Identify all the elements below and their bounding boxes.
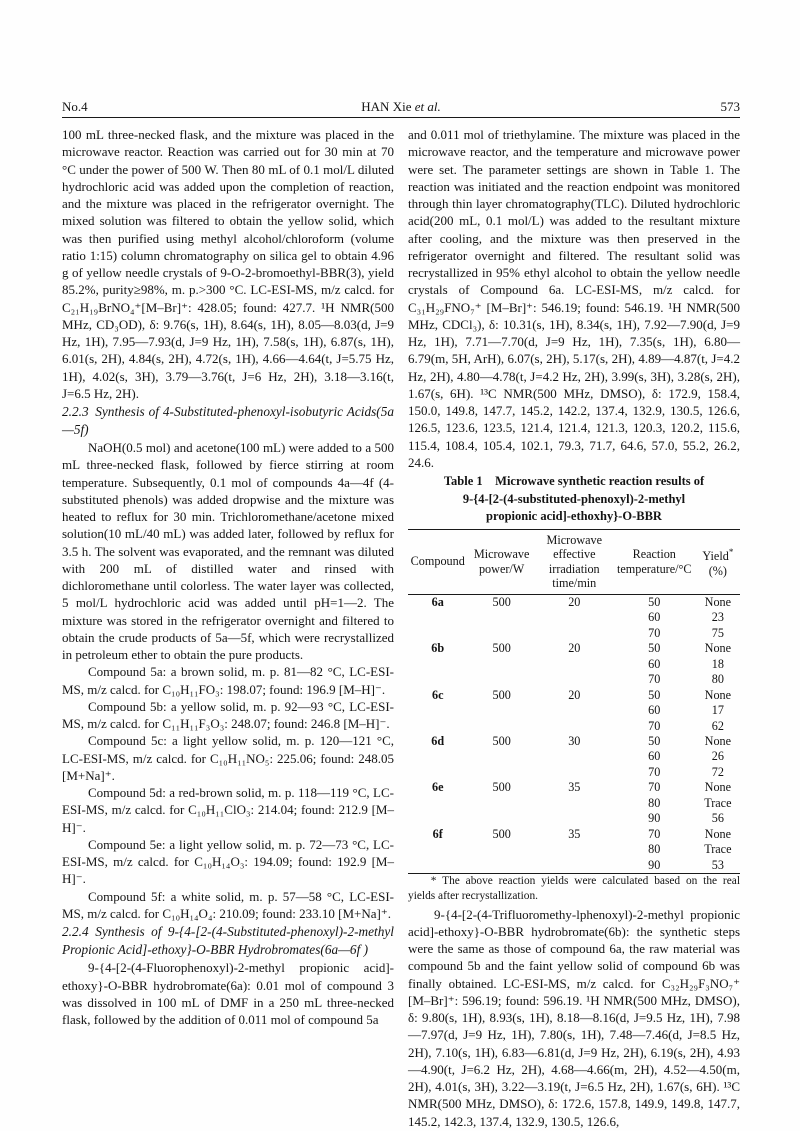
cell-yield: 72 [711,764,724,779]
section-heading-2-2-4: 2.2.4 Synthesis of 9-{4-[2-(4-Substituted-phenoxyl)-2-methyl Propionic Acid]-ethoxy}-O-BBR Hydrobromates(6a—6f ) [62,924,394,957]
cell-yield: None [704,594,732,609]
cell-time [536,719,613,734]
cell-yield: 62 [711,718,724,733]
paragraph-compound-5b: Compound 5b: a yellow solid, m. p. 92—93 °C, LC-ESI-MS, m/z calcd. for C₁₁H₁₁F₃O₃: 248.07; found: 246.8 [M–H]⁻. [62,698,394,732]
cell-time [536,672,613,687]
cell-time [536,657,613,672]
cell-power [467,657,535,672]
paragraph-compound-5a: Compound 5a: a brown solid, m. p. 81—82 °C, LC-ESI-MS, m/z calcd. for C₁₀H₁₁FO₃: 198.07; found: 196.9 [M–H]⁻. [62,664,394,697]
cell-time: 20 [568,594,581,609]
cell-power: 500 [492,641,511,656]
cell-compound [408,610,467,625]
paragraph-compound-6b: 9-{4-[2-(4-Trifluoromethy-lphenoxyl)-2-methyl propionic acid]-ethoxy}-O-BBR hydrobromate(6b): the synthetic steps were the same as those of compound 6a, the raw material was compound 5b and the faint yellow solid of compound 6b was finally obtained. LC-ESI-MS, m/z calcd. for C₃₂H₂₉F₃NO₇⁺ [M–Br]⁺: 596.19; found: 596.19. ¹H NMR(500 MHz, DMSO), δ: 9.80(s, 1H), 8.93(s, 1H), 8.18—8.16(d, J=9.5 Hz, 1H), 7.98—7.97(d, J=9 Hz, 1H), 7.80(s, 1H), 7.48—7.46(d, J=8.5 Hz, 2H), 7.10(s, 1H), 6.83—6.81(d, J=9 Hz, 2H), 6.19(s, 2H), 4.93—4.90(t, J=6.2 Hz, 2H), 4.68—4.66(m, 2H), 4.52—4.50(m, 2H), 4.01(s, 3H), 3.22—3.19(t, J=6.5 Hz, 2H), 1.67(s, 6H). ¹³C NMR(500 MHz, DMSO), δ: 172.6, 157.8, 149.9, 149.8, 147.7, 145.2, 142.3, 137.4, 132.9, 130.5, 126.6, [408,906,740,1129]
cell-yield: 75 [711,625,724,640]
cell-yield: None [704,733,732,748]
paragraph-compound-6a-continued: and 0.011 mol of triethylamine. The mixture was placed in the microwave reactor, and the temperature and microwave power were set. The parameter settings are shown in Table 1. The reaction was initiated and the reaction endpoint was monitored through thin layer chromatography(TLC). Diluted hydrochloric acid(200 mL, 0.1 mol/L) was added to the resultant mixture after cooling, and the mixture was then preserved in the refrigerator overnight and filtered. The resultant solid was recrystallized in 95% ethyl alcohol to obtain the yellow needle crystals of Compound 6a. LC-ESI-MS, m/z calcd. for C₃₁H₂₉FNO₇⁺ [M–Br]⁺: 546.19; found: 546.19. ¹H NMR(500 MHz, CDCl₃), δ: 10.31(s, 1H), 8.34(s, 1H), 7.92—7.90(d, J=9 Hz, 1H), 7.71—7.70(d, J=9 Hz, 1H), 7.35(s, 1H), 6.80—6.79(m, 5H, ArH), 6.07(s, 2H), 5.17(s, 2H), 4.89—4.87(t, J=4.2 Hz, 2H), 4.80—4.78(t, J=4.2 Hz, 2H), 3.99(s, 3H), 3.28(s, 2H), 1.67(s, 6H). ¹³C NMR(500 MHz, DMSO), δ: 172.9, 158.4, 150.0, 149.8, 147.7, 145.2, 142.2, 137.4, 132.9, 130.5, 126.6, 126.5, 123.6, 123.5, 121.4, 121.4, 121.3, 120.3, 120.2, 115.6, 115.4, 108.4, 105.4, 102.1, 79.3, 71.7, 64.6, 57.0, 55.2, 26.2, 24.6. [408,127,740,470]
cell-temp: 90 [648,857,661,872]
cell-temp: 60 [648,610,661,625]
table-1-title-line2: 9-{4-[2-(4-substituted-phenoxyl)-2-methyl [462,491,686,506]
table-1-header [408,529,740,594]
cell-temp: 70 [648,625,661,640]
yield-footnote-marker: * [728,547,734,558]
cell-yield: 17 [711,703,724,718]
cell-compound [408,749,467,764]
cell-power [467,610,535,625]
table-row [408,657,740,672]
cell-power: 500 [492,594,511,609]
cell-compound [408,811,467,826]
cell-compound [408,765,467,780]
cell-time: 35 [568,826,581,841]
table-row [408,594,740,610]
yield-label: Yield [702,549,729,564]
table-row [408,780,740,795]
cell-power [467,719,535,734]
running-title-authors: HAN Xie [361,99,415,114]
cell-temp: 60 [648,656,661,671]
cell-yield: 18 [711,656,724,671]
cell-time [536,626,613,641]
table-row [408,610,740,625]
table-row [408,703,740,718]
cell-yield: Trace [704,795,732,810]
column-header-temperature: Reaction temperature/°C [616,547,692,576]
cell-compound: 6c [431,687,444,702]
cell-compound [408,796,467,811]
cell-time [536,703,613,718]
cell-temp: 70 [648,764,661,779]
table-row [408,827,740,842]
table-row [408,858,740,874]
cell-power [467,842,535,857]
table-row [408,641,740,656]
cell-time: 20 [568,687,581,702]
paragraph-compound-5c: Compound 5c: a light yellow solid, m. p. 120—121 °C, LC-ESI-MS, m/z calcd. for C₁₀H₁₁NO₅: 225.06; found: 248.05 [M+Na]⁺. [62,733,394,783]
cell-power: 500 [492,780,511,795]
cell-temp: 80 [648,795,661,810]
cell-power [467,765,535,780]
cell-compound [408,672,467,687]
cell-power [467,811,535,826]
cell-yield: None [704,780,732,795]
paragraph-compound-5d: Compound 5d: a red-brown solid, m. p. 118—119 °C, LC-ESI-MS, m/z calcd. for C₁₀H₁₁ClO₃: 214.04; found: 212.9 [M–H]⁻. [62,785,394,835]
cell-temp: 50 [648,594,661,609]
cell-power: 500 [492,687,511,702]
paragraph-bbr3-synthesis: 100 mL three-necked flask, and the mixture was placed in the microwave reactor. Reaction was carried out for 30 min at 70 °C under the power of 500 W. Then 80 mL of 0.1 mol/L diluted hydrochloric acid was added upon the completion of reaction, and the mixture was placed in the refrigerator overnight. The mixed solution was filtered to obtain the yellow solid, which was then purified using methyl alcohol/chloroform (volume ratio 1:15) column chromatography on silica gel to obtain 4.96 g of yellow needle crystals of 9-O-2-bromoethyl-BBR(3), yield 85.2%, purity≥98%, m. p.>300 °C. LC-ESI-MS, m/z calcd. for C₂₁H₁₉BrNO₄⁺[M–Br]⁺: 428.05; found: 427.7. ¹H NMR(500 MHz, CD₃OD), δ: 9.76(s, 1H), 8.64(s, 1H), 8.05—8.03(d, J=9 Hz, 1H), 7.95—7.93(d, J=9 Hz, 1H), 7.58(s, 1H), 6.87(s, 1H), 6.01(s, 2H), 4.84(s, 2H), 4.72(s, 1H), 4.66—4.64(t, J=5.75 Hz, 1H), 4.02(s, 3H), 3.79—3.76(t, J=6 Hz, 2H), 3.18—3.16(t, J=6.5 Hz, 2H). [62,127,394,401]
cell-time [536,842,613,857]
cell-time [536,796,613,811]
column-header-irradiation-time: Microwave effective irradiation time/min [546,532,603,591]
cell-power [467,672,535,687]
cell-temp: 50 [648,687,661,702]
cell-power [467,749,535,764]
table-1-block [408,473,740,904]
table-row [408,796,740,811]
cell-compound: 6d [431,733,445,748]
cell-time [536,610,613,625]
cell-temp: 70 [648,672,661,687]
cell-temp: 50 [648,641,661,656]
section-heading-2-2-3: 2.2.3 Synthesis of 4-Substituted-phenoxyl-isobutyric Acids(5a—5f) [62,404,394,437]
cell-yield: 26 [711,749,724,764]
table-1-title-line1: Table 1 Microwave synthetic reaction results of [443,474,705,488]
issue-number: No.4 [62,99,88,114]
table-row [408,811,740,826]
cell-temp: 60 [648,703,661,718]
table-row [408,765,740,780]
table-1 [408,529,740,875]
table-1-title [408,473,740,526]
yield-unit: (%) [708,563,727,578]
cell-compound [408,626,467,641]
paragraph-compound-5e: Compound 5e: a light yellow solid, m. p. 72—73 °C, LC-ESI-MS, m/z calcd. for C₁₀H₁₄O₃: 194.09; found: 192.9 [M–H]⁻. [62,836,394,887]
cell-yield: 80 [711,672,724,687]
table-row [408,719,740,734]
cell-compound: 6f [432,826,443,841]
table-row [408,734,740,749]
cell-compound [408,842,467,857]
table-row [408,842,740,857]
paragraph-compound-6a-intro: 9-{4-[2-(4-Fluorophenoxyl)-2-methyl propionic acid]-ethoxy}-O-BBR hydrobromate(6a): 0.01 mol of compound 3 was dissolved in 100 mL of DMF in a 250 mL three-necked flask, followed by the addition of 0.011 mol of compound 5a [62,960,394,1028]
cell-time: 20 [568,641,581,656]
cell-compound [408,657,467,672]
cell-compound [408,719,467,734]
cell-temp: 70 [648,718,661,733]
cell-time [536,811,613,826]
page-number: 573 [720,99,740,114]
cell-power [467,703,535,718]
cell-yield: None [704,826,732,841]
cell-compound: 6b [431,641,445,656]
left-column [62,126,394,1130]
two-column-body [62,126,740,1130]
cell-temp: 80 [648,842,661,857]
cell-time: 35 [568,780,581,795]
cell-yield: None [704,687,732,702]
column-header-yield [696,529,740,594]
cell-time [536,858,613,874]
paragraph-compound-5f: Compound 5f: a white solid, m. p. 57—58 °C, LC-ESI-MS, m/z calcd. for C₁₀H₁₄O₄: 210.09; found: 233.10 [M+Na]⁺. [62,888,394,921]
table-row [408,672,740,687]
cell-yield: Trace [704,842,732,857]
table-1-footnote: * The above reaction yields were calculated based on the real yields after recrystallization. [408,875,740,902]
header-rule [62,117,740,118]
cell-power [467,626,535,641]
cell-temp: 90 [648,811,661,826]
cell-power [467,858,535,874]
table-row [408,749,740,764]
table-row [408,626,740,641]
column-header-compound: Compound [410,554,465,569]
cell-temp: 70 [648,826,661,841]
cell-power [467,796,535,811]
running-title-etal: et al. [414,99,441,114]
table-header-row [408,529,740,594]
table-row [408,688,740,703]
column-header-power: Microwave power/W [473,547,530,576]
cell-temp: 50 [648,733,661,748]
cell-compound [408,858,467,874]
cell-yield: 56 [711,811,724,826]
cell-time [536,749,613,764]
cell-power: 500 [492,826,511,841]
table-1-title-line3: propionic acid]-ethoxhy}-O-BBR [486,509,662,523]
cell-temp: 60 [648,749,661,764]
cell-temp: 70 [648,780,661,795]
paragraph-acids-synthesis: NaOH(0.5 mol) and acetone(100 mL) were added to a 500 mL three-necked flask, followed by fierce stirring at room temperature. Subsequently, 0.1 mol of compounds 4a—4f (4-substituted phenols) was added dropwise and the mixture was heated to reflux for 30 min. Trichloromethane/acetone mixed solution(10 mL/40 mL) was added later, followed by reflux for 3.5 h. The solvent was evaporated, and the remnant was diluted with 200 mL of distilled water and rinsed with dichloromethane until colorless. The water layer was collected, 5 mol/L hydrochloric acid was added until pH=1—2. The mixture was stored in the refrigerator overnight and filtered to obtain the crude products of 5a—5f, which were recrystallized in petroleum ether to obtain the pure products. [62,440,394,663]
right-column [408,126,740,1130]
running-title [62,99,740,115]
table-1-body [408,594,740,873]
cell-time: 30 [568,733,581,748]
cell-yield: 53 [711,857,724,872]
cell-power: 500 [492,733,511,748]
cell-yield: 23 [711,610,724,625]
cell-compound: 6a [431,594,444,609]
cell-compound [408,703,467,718]
cell-time [536,765,613,780]
cell-yield: None [704,641,732,656]
cell-compound: 6e [431,780,444,795]
running-header [62,99,740,115]
